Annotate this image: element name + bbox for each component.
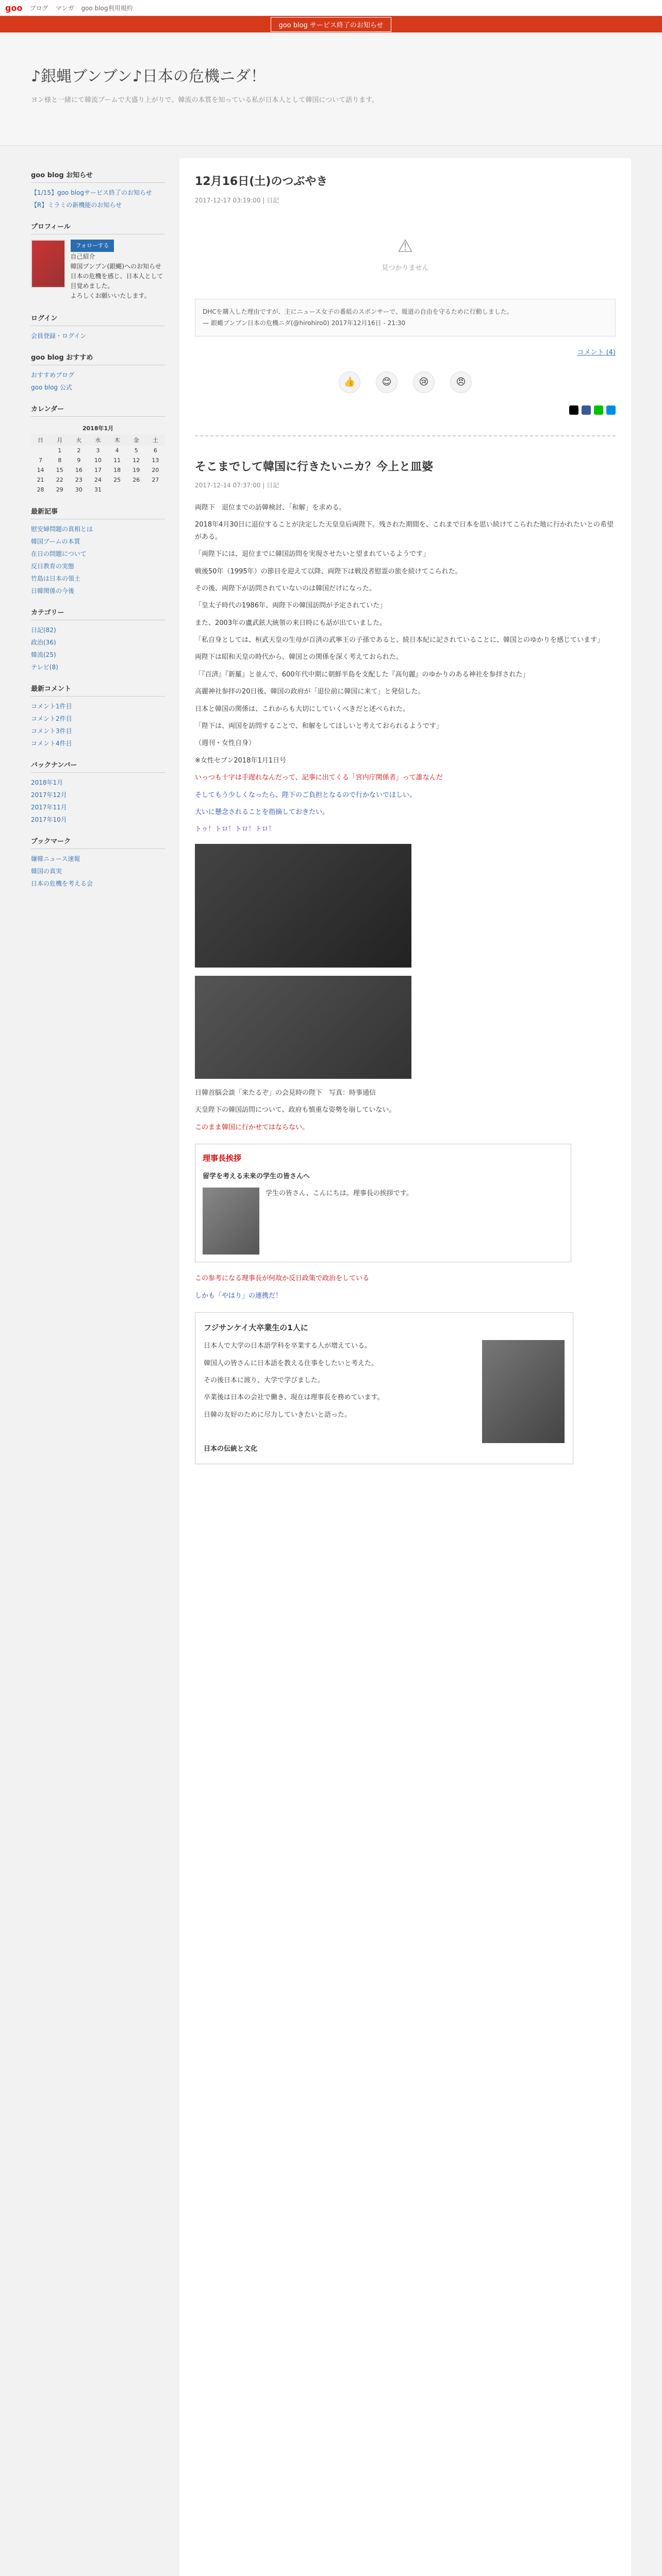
profile-line: 自己紹介 bbox=[70, 252, 95, 260]
comment-red: いっつも十字は手遅れなんだって、記事に出てくる「宮内庁関係者」って誰なんだ bbox=[195, 774, 443, 782]
clip-line: 韓国人の皆さんに日本語を教える仕事をしたいと考えた。 bbox=[204, 1359, 378, 1367]
goo-logo[interactable]: goo bbox=[5, 3, 23, 13]
backnumber-link[interactable]: 2017年10月 bbox=[31, 816, 67, 823]
notice-bar bbox=[0, 16, 662, 32]
notice-link[interactable]: 【1/15】goo blogサービス終了のお知らせ bbox=[31, 189, 152, 196]
calendar-day bbox=[146, 485, 165, 495]
calendar-weekday: 日 bbox=[31, 434, 50, 446]
calendar-day[interactable]: 17 bbox=[94, 466, 102, 473]
calendar-day[interactable]: 26 bbox=[133, 476, 140, 483]
divider bbox=[195, 435, 616, 436]
reaction-angry-icon[interactable]: 😠 bbox=[450, 371, 472, 393]
blog-description: ヨン様と一緒にて韓流ブームで大盛り上がりで、韓流の本質を知っている私が日本人として韓国について語ります。 bbox=[31, 96, 379, 104]
calendar-day[interactable]: 7 bbox=[39, 456, 43, 464]
calendar-day[interactable]: 27 bbox=[152, 476, 159, 483]
clip-heading: フジサンケイ大卒業生の1人に bbox=[204, 1323, 308, 1333]
body-paragraph: 高麗神社参拝の20日後、韓国の政府が「退位前に韓国に来て」と発信した。 bbox=[195, 688, 425, 696]
calendar-day[interactable]: 21 bbox=[37, 476, 44, 483]
comment-link[interactable]: コメント1件目 bbox=[31, 702, 72, 710]
recent-post-link[interactable]: 日韓関係の今後 bbox=[31, 587, 75, 595]
topbar-link-terms[interactable]: goo blog利用規約 bbox=[81, 4, 133, 12]
profile-line: 日本の危機を感じ、日本人として目覚めました。 bbox=[70, 272, 163, 290]
topbar-link-blog[interactable]: ブログ bbox=[29, 4, 48, 12]
calendar-weekday: 火 bbox=[69, 434, 88, 446]
calendar-day[interactable]: 9 bbox=[77, 456, 81, 464]
calendar-day bbox=[108, 485, 127, 495]
follow-button[interactable]: フォローする bbox=[71, 240, 114, 252]
category-link[interactable]: 日記(82) bbox=[31, 626, 56, 634]
recent-post-link[interactable]: 韓国ブームの本質 bbox=[31, 537, 80, 545]
calendar-day[interactable]: 20 bbox=[152, 466, 159, 473]
topbar-link-manga[interactable]: マンガ bbox=[55, 4, 74, 12]
calendar-day[interactable]: 19 bbox=[133, 466, 140, 473]
calendar-month[interactable]: 2018年1月 bbox=[82, 425, 114, 432]
category-heading: カテゴリー bbox=[31, 607, 165, 620]
recent-post-link[interactable]: 在日の問題について bbox=[31, 550, 87, 557]
calendar-weekday: 土 bbox=[146, 434, 165, 446]
reaction-sad-icon[interactable]: 😢 bbox=[413, 371, 435, 393]
calendar bbox=[31, 422, 165, 495]
comment-link[interactable]: コメント2件目 bbox=[31, 715, 72, 722]
calendar-day[interactable]: 6 bbox=[153, 447, 157, 454]
service-end-notice[interactable]: goo blog サービス終了のお知らせ bbox=[271, 17, 391, 32]
post-title[interactable]: そこまでして韓国に行きたいニカ？今上と皿婆 bbox=[195, 460, 434, 473]
recent-post-link[interactable]: 慰安婦問題の真相とは bbox=[31, 525, 93, 533]
calendar-day[interactable]: 18 bbox=[113, 466, 121, 473]
calendar-day bbox=[31, 446, 50, 455]
calendar-day[interactable]: 28 bbox=[37, 486, 44, 493]
profile-box bbox=[31, 240, 165, 301]
calendar-day[interactable]: 8 bbox=[58, 456, 62, 464]
calendar-weekday: 水 bbox=[88, 434, 107, 446]
calendar-day[interactable]: 11 bbox=[113, 456, 121, 464]
comment-blue: 大いに懸念されることを指摘しておきたい。 bbox=[195, 808, 329, 816]
comment-link[interactable]: コメント4件目 bbox=[31, 739, 72, 747]
calendar-day[interactable]: 1 bbox=[58, 447, 62, 454]
not-found-icon: ⚠ bbox=[397, 235, 413, 257]
photo-caption: 日韓首脳会談「来たるぞ」の会見時の陛下 写真：時事通信 bbox=[195, 1089, 376, 1097]
category-link[interactable]: テレビ(8) bbox=[31, 663, 58, 671]
calendar-day[interactable]: 10 bbox=[94, 456, 102, 464]
comment-count[interactable]: コメント (4) bbox=[577, 349, 616, 357]
category-link[interactable]: 韓流(25) bbox=[31, 651, 56, 658]
clip-line: 日韓の友好のために尽力していきたいと語った。 bbox=[204, 1411, 352, 1419]
calendar-day[interactable]: 15 bbox=[56, 466, 63, 473]
comments-heading: 最新コメント bbox=[31, 683, 165, 697]
login-link[interactable]: 会員登録・ログイン bbox=[31, 332, 87, 340]
calendar-day[interactable]: 4 bbox=[115, 447, 119, 454]
comment-blue: そしてもう少しくなったら、陛下のご負担となるので行かないでほしい。 bbox=[195, 791, 417, 799]
backnumber-link[interactable]: 2018年1月 bbox=[31, 778, 63, 786]
tweet-quote bbox=[195, 299, 616, 336]
body-text: 天皇陛下の韓国訪問について、政府も慎重な姿勢を崩していない。 bbox=[195, 1106, 396, 1114]
embed-placeholder bbox=[195, 216, 616, 289]
body-paragraph: 「『百済』『新羅』と並んで、600年代中期に朝鮮半島を支配した『高句麗』のゆかりのある神社を参拝された」 bbox=[195, 670, 529, 679]
recommend-link[interactable]: おすすめブログ bbox=[31, 371, 75, 379]
article-note: ※女性セブン2018年1月1日号 bbox=[195, 756, 286, 765]
recent-post-link[interactable]: 反日教育の実態 bbox=[31, 562, 75, 570]
comment-red: この参考になる理事長が何故か反日政策で政治をしている bbox=[195, 1275, 370, 1283]
recent-heading: 最新記事 bbox=[31, 506, 165, 519]
calendar-day[interactable]: 22 bbox=[56, 476, 63, 483]
share-buttons bbox=[195, 405, 616, 415]
line-share-icon[interactable] bbox=[594, 405, 603, 415]
hatena-share-icon[interactable] bbox=[606, 405, 616, 415]
avatar[interactable] bbox=[31, 240, 65, 288]
calendar-day[interactable]: 29 bbox=[56, 486, 63, 493]
calendar-day[interactable]: 13 bbox=[152, 456, 159, 464]
backnumber-link[interactable]: 2017年12月 bbox=[31, 791, 67, 799]
calendar-heading: カレンダー bbox=[31, 403, 165, 417]
calendar-day[interactable]: 31 bbox=[94, 486, 102, 493]
calendar-day[interactable]: 3 bbox=[96, 447, 100, 454]
category-link[interactable]: 政治(36) bbox=[31, 638, 56, 646]
main-content bbox=[179, 158, 631, 2576]
comment-blue: しかも「やはり」の連携だ！ bbox=[195, 1292, 283, 1300]
comment-purple: トゥ！トロ！トロ！トロ！ bbox=[195, 825, 275, 834]
blog-header bbox=[0, 32, 662, 146]
body-paragraph: 「私自身としては、桓武天皇の生母が百済の武寧王の子孫であると、続日本紀に記されていることに、韓国とのゆかりを感じています」 bbox=[195, 636, 604, 645]
reaction-smile-icon[interactable]: 😊 bbox=[376, 371, 398, 393]
post-date: 2017-12-14 07:37:00 | 日記 bbox=[195, 482, 279, 489]
clip-photo bbox=[482, 1340, 565, 1443]
article-source: （週刊・女性自身） bbox=[195, 739, 256, 748]
calendar-day[interactable]: 16 bbox=[75, 466, 82, 473]
profile-line: よろしくお願いいたします。 bbox=[70, 292, 151, 300]
profile-heading: プロフィール bbox=[31, 221, 165, 234]
top-bar bbox=[0, 0, 662, 16]
calendar-day[interactable]: 14 bbox=[37, 466, 44, 473]
notice-heading: goo blog お知らせ bbox=[31, 170, 165, 183]
article-photo bbox=[195, 976, 411, 1079]
sidebar bbox=[31, 158, 165, 2576]
clip-line: 日本人で大学の日本語学科を卒業する人が増えている。 bbox=[204, 1342, 372, 1350]
body-paragraph: 両陛下 退位までの訪韓検討、「和解」を求める。 bbox=[195, 503, 346, 512]
post-title[interactable]: 12月16日(土)のつぶやき bbox=[195, 175, 328, 188]
article-photo bbox=[195, 844, 411, 968]
calendar-day[interactable]: 23 bbox=[75, 476, 82, 483]
greeting-card bbox=[195, 1144, 571, 1262]
backnumber-link[interactable]: 2017年11月 bbox=[31, 803, 67, 811]
calendar-weekday: 木 bbox=[108, 434, 127, 446]
body-paragraph: 両陛下は昭和天皇の時代から、韓国との関係を深く考えておられた。 bbox=[195, 653, 403, 662]
body-paragraph: 「皇太子時代の1986年、両陛下の韓国訪問が予定されていた」 bbox=[195, 602, 387, 610]
body-paragraph: 「両陛下には、退位までに韓国訪問を実現させたいと望まれているようです」 bbox=[195, 550, 430, 558]
calendar-day[interactable]: 30 bbox=[75, 486, 82, 493]
tweet-body: DHCを購入した理由ですが、主にニュース女子の番組のスポンサーで、報道の自由を守るために行動しました。 bbox=[203, 308, 513, 316]
card-text: 学生の皆さん、こんにちは。理事長の挨拶です。 bbox=[266, 1190, 413, 1198]
clip-footer: 日本の伝統と文化 bbox=[204, 1445, 258, 1453]
newspaper-clip bbox=[195, 1312, 573, 1464]
recommend-heading: goo blog おすすめ bbox=[31, 352, 165, 365]
clip-line: その後日本に渡り、大学で学びました。 bbox=[204, 1376, 325, 1384]
clip-line: 卒業後は日本の会社で働き、現在は理事長を務めています。 bbox=[204, 1394, 384, 1402]
bookmark-link[interactable]: 韓国の真実 bbox=[31, 867, 62, 875]
calendar-weekday: 金 bbox=[127, 434, 146, 446]
calendar-day bbox=[127, 485, 146, 495]
calendar-day[interactable]: 2 bbox=[77, 447, 81, 454]
reactions bbox=[195, 371, 616, 393]
body-paragraph: 「陛下は、両国を訪問することで、和解をしてほしいと考えておられるようです」 bbox=[195, 722, 443, 731]
calendar-day[interactable]: 5 bbox=[134, 447, 138, 454]
body-paragraph: 戦後50年（1995年）の節目を迎えて以降、両陛下は戦没者慰霊の旅を続けてこられた。 bbox=[195, 567, 462, 575]
card-photo bbox=[203, 1188, 259, 1255]
recent-post-link[interactable]: 竹島は日本の領土 bbox=[31, 574, 81, 582]
body-paragraph: 日本と韓国の関係は、これからも大切にしていくべきだと述べられた。 bbox=[195, 705, 410, 713]
post-date: 2017-12-17 03:19:00 | 日記 bbox=[195, 196, 279, 204]
notice-link[interactable]: 【R】ミラミの新機能のお知らせ bbox=[31, 201, 122, 209]
body-paragraph: 2018年4月30日に退位することが決定した天皇皇后両陛下。残された期間を、これまで日本を思い続けてこられた地に行かれたいとの希望がある。 bbox=[195, 521, 614, 541]
comment-link[interactable]: コメント3件目 bbox=[31, 727, 72, 735]
calendar-weekday: 月 bbox=[50, 434, 69, 446]
backnumber-heading: バックナンバー bbox=[31, 759, 165, 773]
not-found-text: 見つかりません bbox=[382, 264, 429, 273]
calendar-day[interactable]: 12 bbox=[133, 456, 140, 464]
login-heading: ログイン bbox=[31, 313, 165, 326]
body-paragraph: その後、両陛下が訪問されていないのは韓国だけになった。 bbox=[195, 584, 376, 592]
tweet-meta[interactable]: — 銀蝿ブンブン日本の危機ニダ(@hirohiro0) 2017年12月16日 - 21:30 bbox=[203, 319, 406, 327]
card-subheading: 留学を考える未来の学生の皆さんへ bbox=[203, 1172, 310, 1180]
body-paragraph: また、2003年の盧武鉉大統領の来日時にも話が出ていました。 bbox=[195, 619, 387, 627]
facebook-share-icon[interactable] bbox=[582, 405, 591, 415]
x-share-icon[interactable] bbox=[569, 405, 578, 415]
bookmark-heading: ブックマーク bbox=[31, 836, 165, 849]
blog-title[interactable]: ♪銀蝿ブンブン♪日本の危機ニダ！ bbox=[31, 67, 266, 86]
profile-line: 韓国ブンブン(銀蝿)へのお知らせ bbox=[70, 262, 161, 270]
bookmark-link[interactable]: 日本の危機を考える会 bbox=[31, 879, 93, 887]
calendar-day[interactable]: 24 bbox=[94, 476, 102, 483]
bookmark-link[interactable]: 嫌韓ニュース速報 bbox=[31, 855, 80, 862]
recommend-link[interactable]: goo blog 公式 bbox=[31, 383, 72, 391]
calendar-day[interactable]: 25 bbox=[113, 476, 121, 483]
reaction-good-icon[interactable]: 👍 bbox=[339, 371, 360, 393]
card-heading: 理事長挨拶 bbox=[203, 1153, 242, 1163]
comment-red: このまま韓国に行かせてはならない。 bbox=[195, 1123, 309, 1131]
